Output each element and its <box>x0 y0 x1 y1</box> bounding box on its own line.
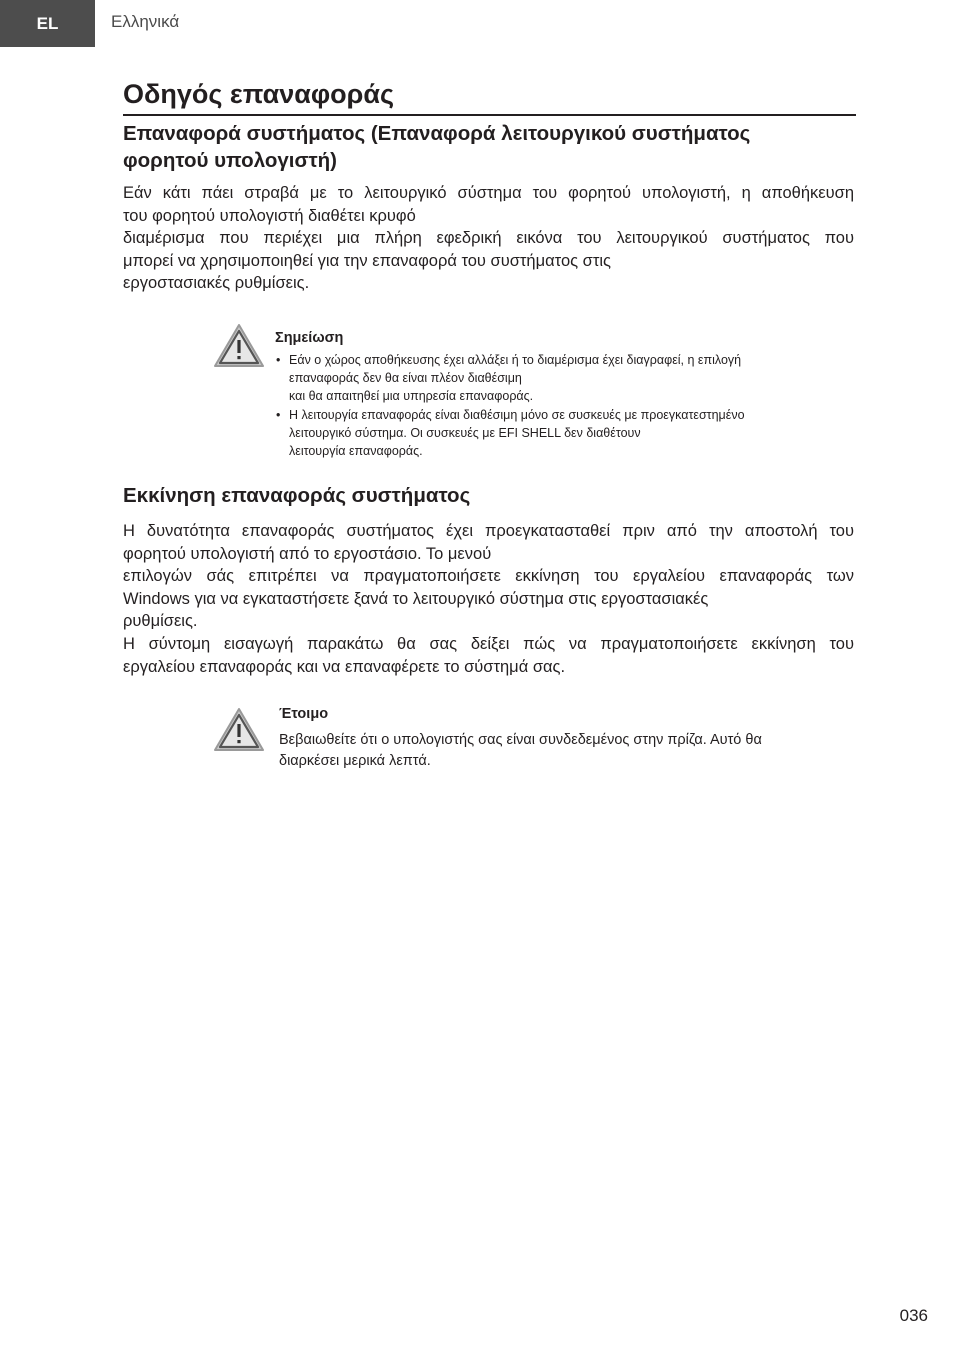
paragraph-line: εργαλείου επαναφοράς και να επαναφέρετε το σύστημά σας. <box>123 657 566 676</box>
paragraph-line: μπορεί να χρησιμοποιηθεί για την επαναφορά του συστήματος στις <box>123 251 611 270</box>
bullet-line: • Η λειτουργία επαναφοράς είναι διαθέσιμη μόνο σε συσκευές με προεγκατεστημένο <box>289 407 745 422</box>
ready-title: Έτοιμο <box>279 706 329 722</box>
paragraph-line: Η δυνατότητα επαναφοράς συστήματος έχει προεγκατασταθεί πριν από την αποστολή του <box>123 522 854 540</box>
ready-text <box>279 730 859 772</box>
bullet-line: • Εάν ο χώρος αποθήκευσης έχει αλλάξει ή το διαμέρισμα έχει διαγραφεί, η επιλογή <box>289 353 742 367</box>
ready-box <box>213 706 853 786</box>
note-bullets <box>275 351 855 460</box>
paragraph-line: επιλογών σάς επιτρέπει να πραγματοποιήσετε εκκίνηση του εργαλείου επαναφοράς των <box>123 567 854 586</box>
language-name: Ελληνικά <box>111 12 180 31</box>
paragraph-line: Windows για να εγκαταστήσετε ξανά το λειτουργικό σύστημα στις εργοστασιακές <box>123 589 709 608</box>
language-tab: EL <box>0 0 95 47</box>
section1-heading-line2: φορητού υπολογιστή) <box>123 149 337 172</box>
section2-heading: Εκκίνηση επαναφοράς συστήματος <box>123 484 471 507</box>
warning-triangle-icon <box>213 322 265 368</box>
section2-paragraph <box>123 520 854 678</box>
bullet-line: επαναφοράς δεν θα είναι πλέον διαθέσιμη <box>289 371 522 386</box>
bullet-line: λειτουργικό σύστημα. Οι συσκευές με EFI SHELL δεν διαθέτουν <box>289 425 641 440</box>
paragraph-line: ρυθμίσεις. <box>123 612 198 631</box>
note-bullet <box>275 351 855 406</box>
ready-text-line: διαρκέσει μερικά λεπτά. <box>279 753 431 769</box>
paragraph-line: του φορητού υπολογιστή διαθέτει κρυφό <box>123 206 416 225</box>
page-number: 036 <box>899 1306 928 1325</box>
note-bullet <box>275 406 855 461</box>
paragraph-line: φορητού υπολογιστή από το εργοστάσιο. Το μενού <box>123 544 492 563</box>
ready-text-line: Βεβαιωθείτε ότι ο υπολογιστής σας είναι συνδεδεμένος στην πρίζα. Αυτό θα <box>279 732 762 748</box>
page-title: Οδηγός επαναφοράς <box>123 78 856 116</box>
section1-paragraph <box>123 182 854 295</box>
section1-heading <box>123 120 856 174</box>
note-box <box>213 322 853 462</box>
note-title: Σημείωση <box>275 330 344 346</box>
paragraph-line: Εάν κάτι πάει στραβά με το λειτουργικό σύστημα του φορητού υπολογιστή, η αποθήκευση <box>123 184 854 202</box>
paragraph-line: Η σύντομη εισαγωγή παρακάτω θα σας δείξει πώς να πραγματοποιήσετε εκκίνηση του <box>123 634 854 653</box>
section1-heading-line1: Επαναφορά συστήματος (Επαναφορά λειτουργικού συστήματος <box>123 122 751 145</box>
paragraph-line: εργοστασιακές ρυθμίσεις. <box>123 274 310 293</box>
warning-triangle-icon <box>213 706 265 752</box>
bullet-line: και θα απαιτηθεί μια υπηρεσία επαναφοράς. <box>289 389 534 404</box>
bullet-line: λειτουργία επαναφοράς. <box>289 444 423 459</box>
paragraph-line: διαμέρισμα που περιέχει μια πλήρη εφεδρική εικόνα του λειτουργικού συστήματος που <box>123 229 854 248</box>
